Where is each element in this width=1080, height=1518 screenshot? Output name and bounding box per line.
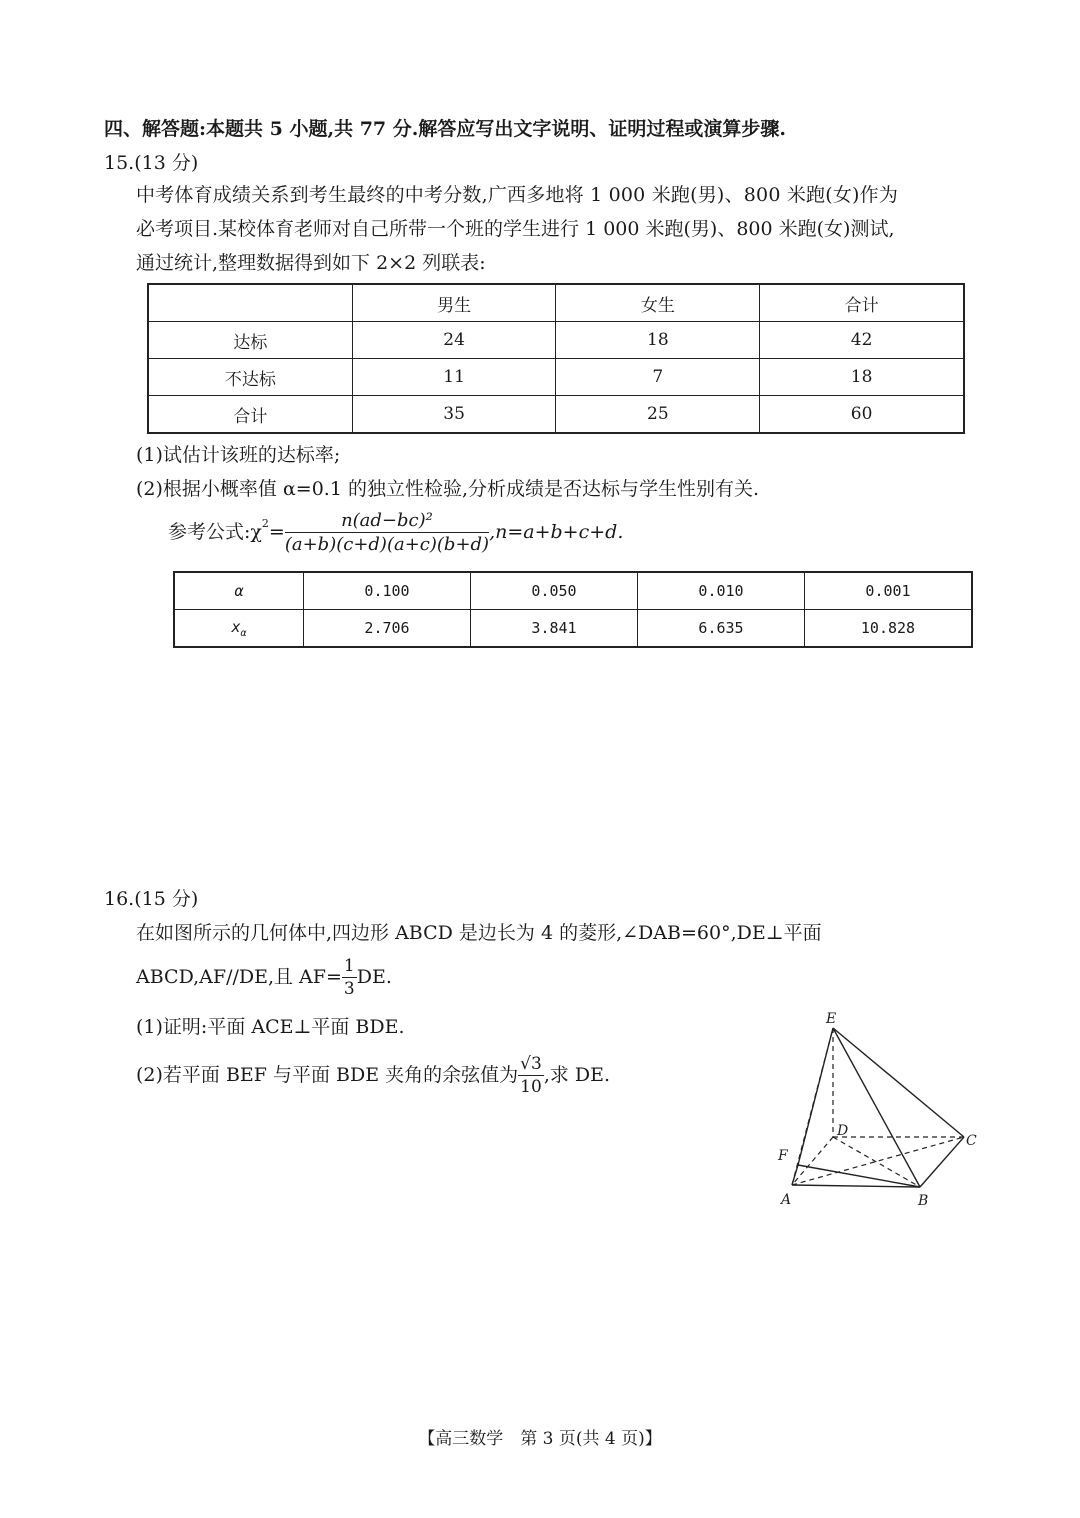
formula-sup: 2 [261,517,269,530]
table-cell: 35 [352,396,556,434]
table-header-cell: 男生 [352,284,556,322]
q15-para-line3: 通过统计,整理数据得到如下 2×2 列联表: [136,252,486,274]
x-label-sub: α [240,627,247,639]
table-cell: 10.828 [805,610,973,648]
q15-part1: (1)试估计该班的达标率; [136,444,341,466]
table-cell: 不达标 [148,359,352,396]
table-cell: 0.050 [471,572,638,610]
table-cell [148,284,352,322]
label-E: E [826,1011,837,1027]
table-cell: 6.635 [638,610,805,648]
x-alpha-label [174,610,304,648]
table-row [174,572,972,610]
formula-tail: ,n=a+b+c+d. [489,521,624,544]
table-cell: 7 [556,359,760,396]
formula-denominator: (a+b)(c+d)(a+c)(b+d) [284,533,490,555]
label-F: F [778,1148,788,1164]
table-cell: 18 [760,359,964,396]
section-heading: 四、解答题:本题共 5 小题,共 77 分.解答应写出文字说明、证明过程或演算步骤. [104,118,786,140]
geometry-figure [770,1005,1000,1220]
label-A: A [781,1192,792,1208]
q15-para-line2: 必考项目.某校体育老师对自己所带一个班的学生进行 1 000 米跑(男)、800 米跑(女)测试, [136,218,895,240]
q15-number: 15.(13 分) [104,152,199,174]
q16-line2 [136,956,392,1000]
table-row [148,396,964,434]
q16-line2-a: ABCD,AF//DE,且 AF= [136,966,342,989]
q16-part2-a: (2)若平面 BEF 与平面 BDE 夹角的余弦值为 [136,1064,519,1087]
table-cell: 0.010 [638,572,805,610]
table-cell: 合计 [148,396,352,434]
table-cell: 达标 [148,322,352,359]
q16-fraction-num: 1 [342,956,357,978]
table-row [148,322,964,359]
table-header-row [148,284,964,322]
edge-AC-dashed [792,1137,964,1185]
table-cell: 60 [760,396,964,434]
formula-fraction [285,510,489,555]
critical-value-table [173,571,973,648]
q16-part2-fraction [518,1054,544,1098]
edge-FB [798,1165,920,1187]
q16-fraction [342,956,357,1000]
alpha-label: α [174,572,304,610]
table-cell: 3.841 [471,610,638,648]
edge-EC [833,1028,964,1137]
table-cell: 11 [352,359,556,396]
label-B: B [918,1193,929,1209]
x-label: x [231,617,241,636]
q16-line2-b: DE. [356,966,392,989]
edge-AB [792,1185,920,1187]
edge-EB [833,1028,920,1187]
edge-DA-dashed [792,1137,833,1185]
q16-number: 16.(15 分) [104,888,199,910]
q15-para-line1: 中考体育成绩关系到考生最终的中考分数,广西多地将 1 000 米跑(男)、800 米跑(女)作为 [136,184,899,206]
q16-line1: 在如图所示的几何体中,四边形 ABCD 是边长为 4 的菱形,∠DAB=60°,DE⊥平面 [136,922,822,944]
table-cell: 0.001 [805,572,973,610]
table-cell: 42 [760,322,964,359]
q15-part2: (2)根据小概率值 α=0.1 的独立性检验,分析成绩是否达标与学生性别有关. [136,478,760,500]
table-cell: 2.706 [304,610,471,648]
edge-CB [920,1137,964,1187]
page-footer: 【高三数学 第 3 页(共 4 页)】 [418,1429,662,1449]
q16-part1: (1)证明:平面 ACE⊥平面 BDE. [136,1016,405,1038]
q16-part2-den: 10 [520,1077,542,1098]
q16-part2-num: √3 [518,1054,544,1076]
table-cell: 25 [556,396,760,434]
label-C: C [966,1133,977,1149]
table-cell: 18 [556,322,760,359]
q16-part2 [136,1054,610,1098]
formula-eq: = [268,521,285,544]
formula-label: 参考公式:χ [168,521,262,544]
table-cell: 24 [352,322,556,359]
q16-part2-b: ,求 DE. [543,1064,611,1087]
table-header-cell: 女生 [556,284,760,322]
formula-numerator: n(ad−bc)² [285,510,489,533]
table-row [174,610,972,648]
contingency-table [147,283,965,434]
table-row [148,359,964,396]
q16-fraction-den: 3 [343,979,355,1000]
table-cell: 0.100 [304,572,471,610]
table-header-cell: 合计 [760,284,964,322]
label-D: D [837,1123,849,1139]
reference-formula [168,510,623,555]
